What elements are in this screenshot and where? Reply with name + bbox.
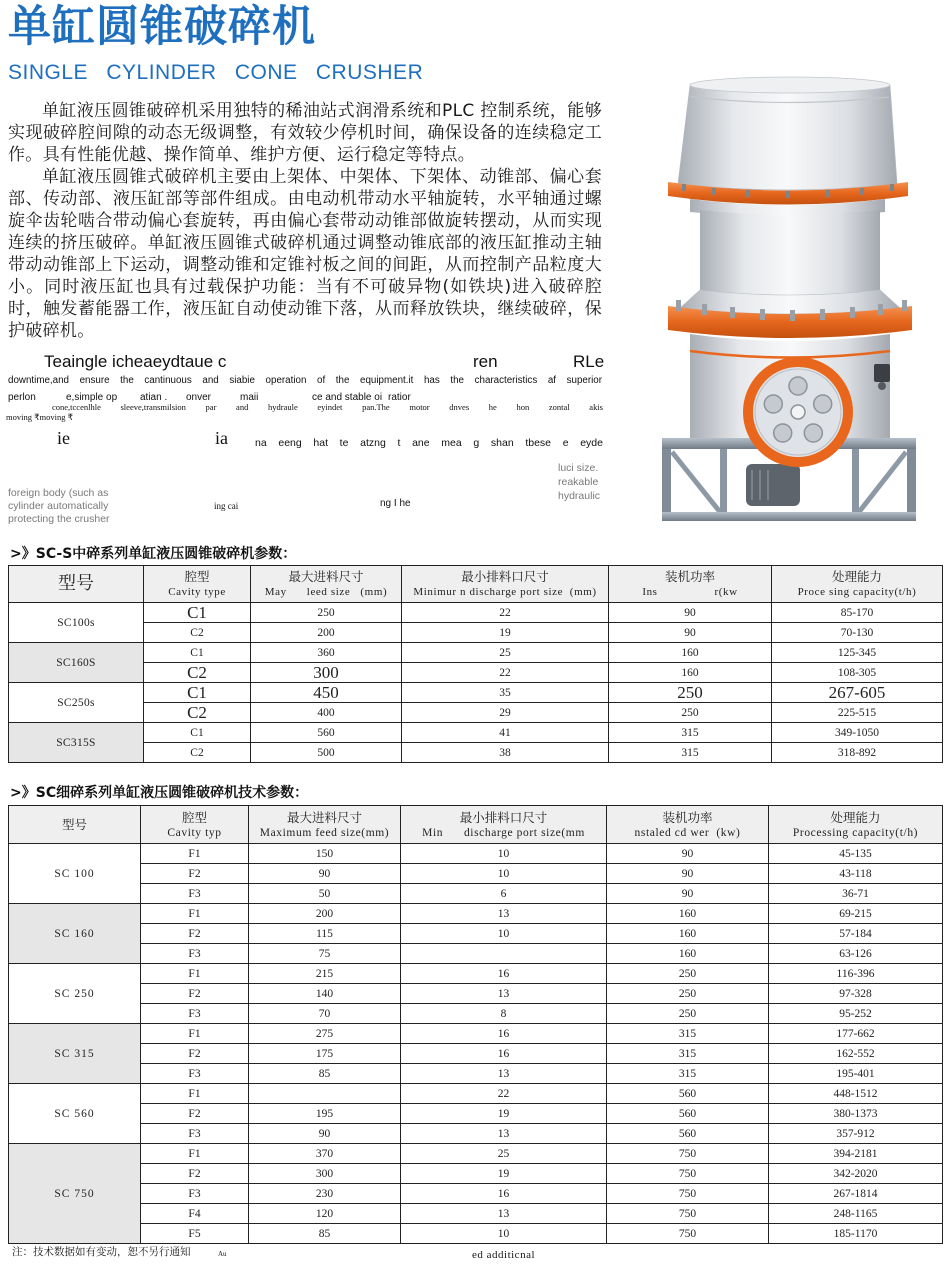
table2-row bbox=[9, 1144, 943, 1164]
table2-cell-cavity: F1 bbox=[141, 904, 249, 924]
table1-cell-feed-size: 360 bbox=[251, 643, 402, 663]
table2-cell-feed-size: 230 bbox=[249, 1184, 401, 1204]
table2-cell-power: 90 bbox=[607, 864, 769, 884]
table2-cell-power: 750 bbox=[607, 1224, 769, 1244]
table2-model-cell: SC 560 bbox=[9, 1084, 141, 1144]
table1-cell-cavity: C1 bbox=[144, 603, 251, 623]
table2-header-cell bbox=[607, 806, 769, 844]
table2-header-cn: 最大进料尺寸 bbox=[286, 809, 362, 825]
intro-paragraph-1: 单缸液压圆锥破碎机采用独特的稀油站式润滑系统和PLC 控制系统，能够实现破碎腔间隙的动态无级调整，有效较少停机时间，确保设备的连续稳定工作。具有性能优越、操作简单、维护方便、运行稳定等特点。 bbox=[8, 101, 602, 165]
table1-cell-cavity: C1 bbox=[144, 643, 251, 663]
table1-model-cell: SC100s bbox=[9, 603, 144, 643]
table2-cell-cavity: F1 bbox=[141, 1144, 249, 1164]
table1-row bbox=[9, 743, 943, 763]
section-heading-medium-crushing: >》SC-S中碎系列单缸液压圆锥破碎机参数： bbox=[10, 546, 297, 562]
table2-model-cell: SC 315 bbox=[9, 1024, 141, 1084]
table2-cell-cavity: F1 bbox=[141, 1084, 249, 1104]
table2-cell-power: 250 bbox=[607, 964, 769, 984]
table2-cell-feed-size: 200 bbox=[249, 904, 401, 924]
table2-header-en: Cavity typ bbox=[167, 826, 222, 839]
table1-cell-power: 90 bbox=[609, 603, 772, 623]
table2-cell-discharge-size: 8 bbox=[401, 1004, 607, 1024]
table1-model-cell: SC315S bbox=[9, 723, 144, 763]
table2-cell-power: 560 bbox=[607, 1124, 769, 1144]
table2-cell-feed-size: 50 bbox=[249, 884, 401, 904]
table1-cell-cavity: C2 bbox=[144, 663, 251, 683]
intro-paragraph-2: 单缸液压圆锥式破碎机主要由上架体、中架体、下架体、动锥部、偏心套部、传动部、液压缸部等部件组成。由电动机带动水平轴旋转，水平轴通过螺旋伞齿轮啮合带动偏心套旋转，再由偏心套带动动锥部做旋转摆动，从而实现连续的挤压破碎。单缸液压圆锥式破碎机通过调整动锥底部的液压缸推动主轴带动动锥部上下运动，调整动锥和定锥衬板之间的间距，从而控制产品粒度大小。同时液压缸也具有过载保护功能：当有不可破异物(如铁块)进入破碎腔时，触发蓄能器工作，液压缸自动使动锥下落，从而释放铁块，继续破碎，保护破碎机。 bbox=[8, 167, 602, 341]
table2-row bbox=[9, 1004, 943, 1024]
table1-header-cn: 处理能力 bbox=[831, 569, 882, 584]
table1-header-en: May leed size (mm) bbox=[264, 586, 388, 598]
english-fragment: onver bbox=[186, 392, 212, 403]
table-header bbox=[9, 806, 943, 844]
table2-cell-power: 750 bbox=[607, 1184, 769, 1204]
english-fragment: ren bbox=[473, 352, 498, 371]
table2-header-cn: 最小排料口尺寸 bbox=[459, 809, 548, 825]
footer-mark: Au bbox=[218, 1250, 227, 1258]
table2-cell-discharge-size: 10 bbox=[401, 924, 607, 944]
english-fragment: perlon bbox=[8, 392, 36, 403]
table2-row bbox=[9, 984, 943, 1004]
table1-row bbox=[9, 723, 943, 743]
table1-cell-feed-size: 560 bbox=[251, 723, 402, 743]
table2-model-cell: SC 100 bbox=[9, 844, 141, 904]
table1-cell-power: 90 bbox=[609, 623, 772, 643]
table2-cell-power: 90 bbox=[607, 884, 769, 904]
table2-cell-discharge-size: 16 bbox=[401, 1044, 607, 1064]
table1-cell-feed-size: 400 bbox=[251, 703, 402, 723]
table2-cell-cavity: F2 bbox=[141, 924, 249, 944]
table2-header-cell bbox=[141, 806, 249, 844]
table1-cell-capacity: 108-305 bbox=[772, 663, 943, 683]
table2-cell-capacity: 195-401 bbox=[769, 1064, 943, 1084]
table2-cell-cavity: F3 bbox=[141, 1004, 249, 1024]
table2-cell-discharge-size: 16 bbox=[401, 1184, 607, 1204]
table2-row bbox=[9, 1204, 943, 1224]
table1-row bbox=[9, 683, 943, 703]
english-fragment: ia bbox=[215, 428, 228, 448]
eccentric-cover-wheel bbox=[748, 362, 848, 462]
table2-cell-discharge-size: 10 bbox=[401, 864, 607, 884]
table1-header-cn: 最大进料尺寸 bbox=[288, 569, 364, 584]
table2-cell-feed-size: 85 bbox=[249, 1224, 401, 1244]
english-fragment: hydraulic bbox=[558, 490, 601, 502]
table2-cell-feed-size: 215 bbox=[249, 964, 401, 984]
table1-row bbox=[9, 703, 943, 723]
table1-cell-feed-size: 250 bbox=[251, 603, 402, 623]
table1-cell-discharge-size: 41 bbox=[402, 723, 609, 743]
table2-cell-cavity: F4 bbox=[141, 1204, 249, 1224]
english-fragment: ie bbox=[57, 428, 70, 448]
english-fragment: protecting the crusher bbox=[8, 513, 110, 525]
table2-cell-discharge-size: 16 bbox=[401, 964, 607, 984]
table1-model-cell: SC160S bbox=[9, 643, 144, 683]
table2-cell-discharge-size: 13 bbox=[401, 1124, 607, 1144]
table2-cell-feed-size: 120 bbox=[249, 1204, 401, 1224]
english-fragment: moving ₹moving ₹ bbox=[6, 412, 74, 422]
table2-cell-cavity: F3 bbox=[141, 884, 249, 904]
table2-row bbox=[9, 1064, 943, 1084]
table2-cell-capacity: 63-126 bbox=[769, 944, 943, 964]
table1-header-en: Ins r(kw bbox=[642, 586, 738, 598]
table2-cell-power: 560 bbox=[607, 1104, 769, 1124]
table2-cell-cavity: F3 bbox=[141, 944, 249, 964]
motor bbox=[746, 464, 800, 506]
table2-cell-feed-size: 115 bbox=[249, 924, 401, 944]
table2-cell-power: 315 bbox=[607, 1024, 769, 1044]
intro-text bbox=[8, 100, 602, 342]
table1-header-en: Cavity type bbox=[168, 586, 226, 598]
table2-cell-capacity: 357-912 bbox=[769, 1124, 943, 1144]
table2-row bbox=[9, 904, 943, 924]
table2-cell-capacity: 177-662 bbox=[769, 1024, 943, 1044]
english-line: cone,tccenlhle sleeve,transmilsion par and hydraule eyindet pan.The motor dnves he hon zontal akis bbox=[52, 402, 603, 412]
table2-cell-discharge-size: 25 bbox=[401, 1144, 607, 1164]
table2-header-cn: 处理能力 bbox=[830, 809, 881, 825]
table2-cell-capacity: 342-2020 bbox=[769, 1164, 943, 1184]
spec-table-medium-crushing bbox=[8, 565, 943, 763]
english-line: downtime,and ensure the cantinuous and siabie operation of the equipment.it has the characteristics af superior bbox=[8, 375, 602, 386]
table1-cell-discharge-size: 35 bbox=[402, 683, 609, 703]
table2-cell-cavity: F2 bbox=[141, 984, 249, 1004]
table2-cell-discharge-size: 13 bbox=[401, 984, 607, 1004]
table2-cell-power: 315 bbox=[607, 1044, 769, 1064]
table2-header-cn: 装机功率 bbox=[662, 809, 713, 825]
table1-row bbox=[9, 623, 943, 643]
table1-cell-capacity: 70-130 bbox=[772, 623, 943, 643]
table2-cell-feed-size: 140 bbox=[249, 984, 401, 1004]
table2-cell-cavity: F1 bbox=[141, 1024, 249, 1044]
table1-cell-feed-size: 450 bbox=[251, 683, 402, 703]
footer-fragment: ed additicnal bbox=[472, 1249, 536, 1261]
table2-cell-feed-size bbox=[249, 1084, 401, 1104]
table2-header-en: Min discharge port size(mm bbox=[422, 826, 585, 839]
table2-header-en: nstaled cd wer (kw) bbox=[634, 826, 741, 839]
table2-row bbox=[9, 1024, 943, 1044]
table2-cell-power: 315 bbox=[607, 1064, 769, 1084]
table1-cell-discharge-size: 22 bbox=[402, 603, 609, 623]
table2-model-cell: SC 160 bbox=[9, 904, 141, 964]
table1-cell-capacity: 267-605 bbox=[772, 683, 943, 703]
table1-cell-cavity: C2 bbox=[144, 703, 251, 723]
table2-cell-discharge-size: 13 bbox=[401, 1204, 607, 1224]
table2-cell-feed-size: 90 bbox=[249, 864, 401, 884]
english-fragment: atian . bbox=[140, 392, 168, 403]
table2-cell-capacity: 267-1814 bbox=[769, 1184, 943, 1204]
table2-cell-discharge-size: 10 bbox=[401, 1224, 607, 1244]
table2-header-cell bbox=[401, 806, 607, 844]
table2-row bbox=[9, 864, 943, 884]
table2-cell-cavity: F3 bbox=[141, 1124, 249, 1144]
section-heading-fine-crushing: >》SC细碎系列单缸液压圆锥破碎机技术参数： bbox=[10, 785, 309, 801]
table2-row bbox=[9, 924, 943, 944]
table2-cell-cavity: F2 bbox=[141, 1104, 249, 1124]
table2-cell-cavity: F2 bbox=[141, 864, 249, 884]
english-fragment: maii bbox=[240, 392, 259, 403]
table2-cell-capacity: 36-71 bbox=[769, 884, 943, 904]
table2-cell-cavity: F2 bbox=[141, 1044, 249, 1064]
table2-cell-power: 250 bbox=[607, 1004, 769, 1024]
table-header bbox=[9, 566, 943, 603]
table1-cell-power: 160 bbox=[609, 663, 772, 683]
table2-cell-capacity: 43-118 bbox=[769, 864, 943, 884]
table1-cell-discharge-size: 19 bbox=[402, 623, 609, 643]
table2-model-cell: SC 750 bbox=[9, 1144, 141, 1244]
crusher-top-cylinder bbox=[678, 77, 897, 190]
table2-cell-cavity: F3 bbox=[141, 1064, 249, 1084]
spec-table-fine-crushing bbox=[8, 805, 943, 1244]
table2-row bbox=[9, 1224, 943, 1244]
table2-cell-feed-size: 195 bbox=[249, 1104, 401, 1124]
table2-cell-discharge-size: 10 bbox=[401, 844, 607, 864]
table2-row bbox=[9, 1044, 943, 1064]
table2-model-cell: SC 250 bbox=[9, 964, 141, 1024]
table1-cell-feed-size: 500 bbox=[251, 743, 402, 763]
english-fragment: luci size. bbox=[558, 462, 599, 474]
table2-cell-feed-size: 275 bbox=[249, 1024, 401, 1044]
english-fragment: e,simple op bbox=[66, 392, 118, 403]
table2-header-cell bbox=[769, 806, 943, 844]
crusher-middle-body bbox=[680, 199, 900, 314]
table2-header-en: Maximum feed size(mm) bbox=[259, 826, 390, 839]
table-body bbox=[9, 603, 943, 763]
table1-header-cell bbox=[251, 566, 402, 603]
product-photo bbox=[660, 72, 922, 524]
english-fragment: Teaingle icheaeydtaue c bbox=[44, 352, 227, 371]
table2-cell-cavity: F5 bbox=[141, 1224, 249, 1244]
table1-cell-cavity: C1 bbox=[144, 723, 251, 743]
table2-cell-power: 90 bbox=[607, 844, 769, 864]
table1-cell-cavity: C1 bbox=[144, 683, 251, 703]
table1-cell-power: 160 bbox=[609, 643, 772, 663]
english-fragment: ce and stable oi bbox=[312, 392, 383, 403]
english-fragment: ng I he bbox=[380, 498, 411, 509]
table2-cell-power: 250 bbox=[607, 984, 769, 1004]
table2-row bbox=[9, 844, 943, 864]
table2-cell-cavity: F1 bbox=[141, 844, 249, 864]
table2-cell-feed-size: 370 bbox=[249, 1144, 401, 1164]
table1-header-cell bbox=[609, 566, 772, 603]
table1-header-en: Minimur n discharge port size (mm) bbox=[413, 586, 597, 598]
table2-cell-discharge-size: 6 bbox=[401, 884, 607, 904]
table2-row bbox=[9, 1164, 943, 1184]
table2-header-cn: 腔型 bbox=[181, 809, 207, 825]
table1-header-cn: 型号 bbox=[58, 573, 94, 594]
table2-row bbox=[9, 884, 943, 904]
english-fragment: reakable bbox=[558, 476, 599, 488]
table2-cell-power: 160 bbox=[607, 924, 769, 944]
table2-cell-feed-size: 300 bbox=[249, 1164, 401, 1184]
table2-header-cell bbox=[9, 806, 141, 844]
table2-cell-discharge-size bbox=[401, 944, 607, 964]
table2-cell-cavity: F1 bbox=[141, 964, 249, 984]
table2-cell-cavity: F2 bbox=[141, 1164, 249, 1184]
table1-row bbox=[9, 663, 943, 683]
table2-cell-feed-size: 70 bbox=[249, 1004, 401, 1024]
table2-cell-discharge-size: 19 bbox=[401, 1164, 607, 1184]
table1-header-cn: 腔型 bbox=[184, 569, 210, 584]
table2-cell-capacity: 394-2181 bbox=[769, 1144, 943, 1164]
table2-row bbox=[9, 1184, 943, 1204]
table2-cell-power: 160 bbox=[607, 944, 769, 964]
table1-row bbox=[9, 643, 943, 663]
table2-cell-feed-size: 175 bbox=[249, 1044, 401, 1064]
english-fragment: RLe bbox=[573, 352, 605, 371]
table2-cell-discharge-size: 22 bbox=[401, 1084, 607, 1104]
english-fragment: ing cai bbox=[214, 501, 239, 511]
table1-cell-discharge-size: 25 bbox=[402, 643, 609, 663]
table1-row bbox=[9, 603, 943, 623]
table2-cell-feed-size: 85 bbox=[249, 1064, 401, 1084]
table1-header-en: Proce sing capacity(t/h) bbox=[797, 586, 917, 598]
table2-cell-discharge-size: 13 bbox=[401, 1064, 607, 1084]
table2-cell-power: 160 bbox=[607, 904, 769, 924]
table2-cell-power: 750 bbox=[607, 1144, 769, 1164]
english-line: na eeng hat te atzng t ane mea g shan tbese e eyde bbox=[255, 437, 603, 449]
page-subtitle: SINGLE CYLINDER CONE CRUSHER bbox=[8, 61, 424, 84]
english-fragment: cylinder automatically bbox=[8, 500, 109, 512]
table2-row bbox=[9, 1084, 943, 1104]
table2-cell-capacity: 162-552 bbox=[769, 1044, 943, 1064]
table1-cell-power: 315 bbox=[609, 723, 772, 743]
table2-header-cn: 型号 bbox=[61, 816, 87, 832]
table1-cell-power: 250 bbox=[609, 683, 772, 703]
table1-cell-feed-size: 300 bbox=[251, 663, 402, 683]
table2-cell-cavity: F3 bbox=[141, 1184, 249, 1204]
table2-row bbox=[9, 944, 943, 964]
table2-cell-capacity: 45-135 bbox=[769, 844, 943, 864]
table1-cell-capacity: 318-892 bbox=[772, 743, 943, 763]
table1-header-cn: 装机功率 bbox=[664, 569, 715, 584]
table1-cell-power: 315 bbox=[609, 743, 772, 763]
table2-cell-power: 750 bbox=[607, 1204, 769, 1224]
table2-cell-power: 560 bbox=[607, 1084, 769, 1104]
table2-cell-feed-size: 90 bbox=[249, 1124, 401, 1144]
table2-header-cell bbox=[249, 806, 401, 844]
table2-header-en: Processing capacity(t/h) bbox=[792, 826, 919, 839]
table1-header-cn: 最小排料口尺寸 bbox=[461, 569, 549, 584]
table1-header-cell bbox=[402, 566, 609, 603]
table1-cell-cavity: C2 bbox=[144, 623, 251, 643]
table1-cell-feed-size: 200 bbox=[251, 623, 402, 643]
footer-note: 注：技术数据如有变动，恕不另行通知 bbox=[12, 1246, 191, 1258]
table2-cell-capacity: 380-1373 bbox=[769, 1104, 943, 1124]
table2-cell-power: 750 bbox=[607, 1164, 769, 1184]
table2-cell-capacity: 116-396 bbox=[769, 964, 943, 984]
table2-row bbox=[9, 964, 943, 984]
table2-cell-capacity: 248-1165 bbox=[769, 1204, 943, 1224]
table2-cell-feed-size: 75 bbox=[249, 944, 401, 964]
table1-header-cell bbox=[772, 566, 943, 603]
page-title: 单缸圆锥破碎机 bbox=[8, 2, 316, 52]
table1-cell-power: 250 bbox=[609, 703, 772, 723]
table2-cell-discharge-size: 19 bbox=[401, 1104, 607, 1124]
table2-row bbox=[9, 1124, 943, 1144]
english-fragment: foreign body (such as bbox=[8, 487, 109, 499]
table2-row bbox=[9, 1104, 943, 1124]
table1-cell-capacity: 225-515 bbox=[772, 703, 943, 723]
table1-header-cell bbox=[9, 566, 144, 603]
table-body bbox=[9, 844, 943, 1244]
table1-model-cell: SC250s bbox=[9, 683, 144, 723]
table2-cell-discharge-size: 13 bbox=[401, 904, 607, 924]
table1-cell-discharge-size: 38 bbox=[402, 743, 609, 763]
table1-cell-capacity: 125-345 bbox=[772, 643, 943, 663]
table1-cell-capacity: 349-1050 bbox=[772, 723, 943, 743]
english-fragment: ratior bbox=[388, 392, 411, 403]
table2-cell-capacity: 97-328 bbox=[769, 984, 943, 1004]
table2-cell-capacity: 69-215 bbox=[769, 904, 943, 924]
table2-cell-capacity: 95-252 bbox=[769, 1004, 943, 1024]
table2-cell-feed-size: 150 bbox=[249, 844, 401, 864]
table1-cell-cavity: C2 bbox=[144, 743, 251, 763]
table2-cell-discharge-size: 16 bbox=[401, 1024, 607, 1044]
table-header-row bbox=[9, 566, 943, 603]
table2-cell-capacity: 448-1512 bbox=[769, 1084, 943, 1104]
table2-cell-capacity: 185-1170 bbox=[769, 1224, 943, 1244]
table1-cell-capacity: 85-170 bbox=[772, 603, 943, 623]
table-header-row bbox=[9, 806, 943, 844]
table2-cell-capacity: 57-184 bbox=[769, 924, 943, 944]
table1-cell-discharge-size: 29 bbox=[402, 703, 609, 723]
table1-cell-discharge-size: 22 bbox=[402, 663, 609, 683]
table1-header-cell bbox=[144, 566, 251, 603]
